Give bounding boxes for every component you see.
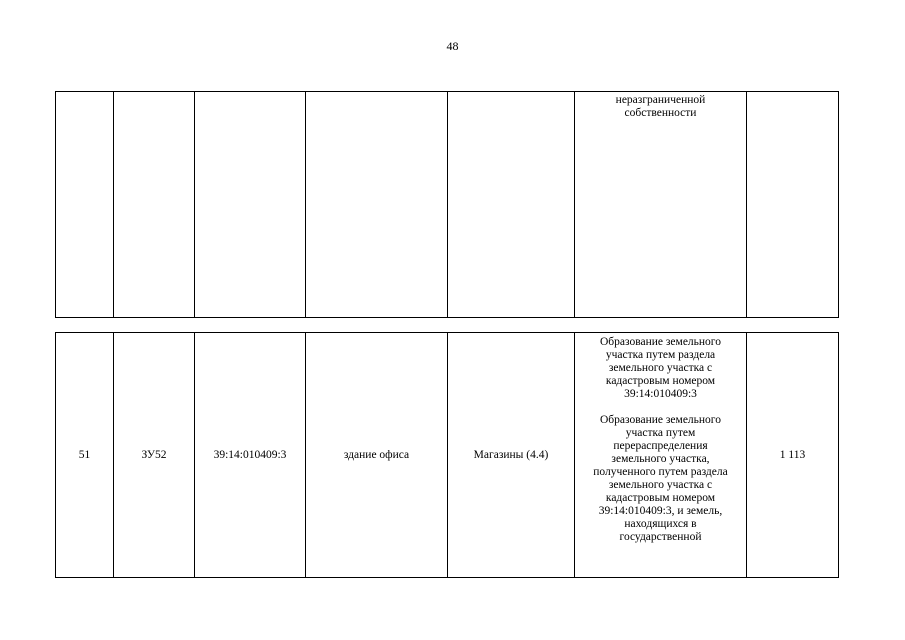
cell-cadastral-number [195,92,306,318]
description-line: 39:14:010409:3, и земель, [598,505,723,517]
table-row [56,333,839,578]
description-line: государственной [619,531,702,543]
description-line: Образование земельного [599,336,721,348]
description-line: земельного участка с [608,479,713,491]
description-line: неразграниченной [615,94,706,106]
cell-plot-code: ЗУ52 [114,333,195,578]
description-line: полученного путем раздела [593,466,728,478]
page-number: 48 [446,39,459,53]
cell-object [306,92,448,318]
description-line: земельного участка, [611,453,710,465]
cell-area [747,92,839,318]
description-line: Образование земельного [599,414,721,426]
cell-permitted-use: Магазины (4.4) [448,333,575,578]
cell-cadastral-number: 39:14:010409:3 [195,333,306,578]
cell-plot-code [114,92,195,318]
description-line: участка путем [625,427,696,439]
continued-table-row [55,91,839,318]
cell-object: здание офиса [306,333,448,578]
description-line: 39:14:010409:3 [624,388,697,400]
description-line: кадастровым номером [605,375,716,387]
paragraph-gap [581,401,740,414]
description-line: собственности [624,107,697,119]
cell-description [575,92,747,318]
table-row [56,92,839,318]
description-line: находящихся в [624,518,697,530]
cell-description [575,333,747,578]
description-line: участка путем раздела [605,349,716,361]
description-line: земельного участка с [608,362,713,374]
cell-area: 1 113 [747,333,839,578]
description-line: перераспределения [613,440,708,452]
cell-index [56,92,114,318]
land-plot-table [55,332,839,578]
description-line: кадастровым номером [605,492,716,504]
cell-index: 51 [56,333,114,578]
cell-permitted-use [448,92,575,318]
